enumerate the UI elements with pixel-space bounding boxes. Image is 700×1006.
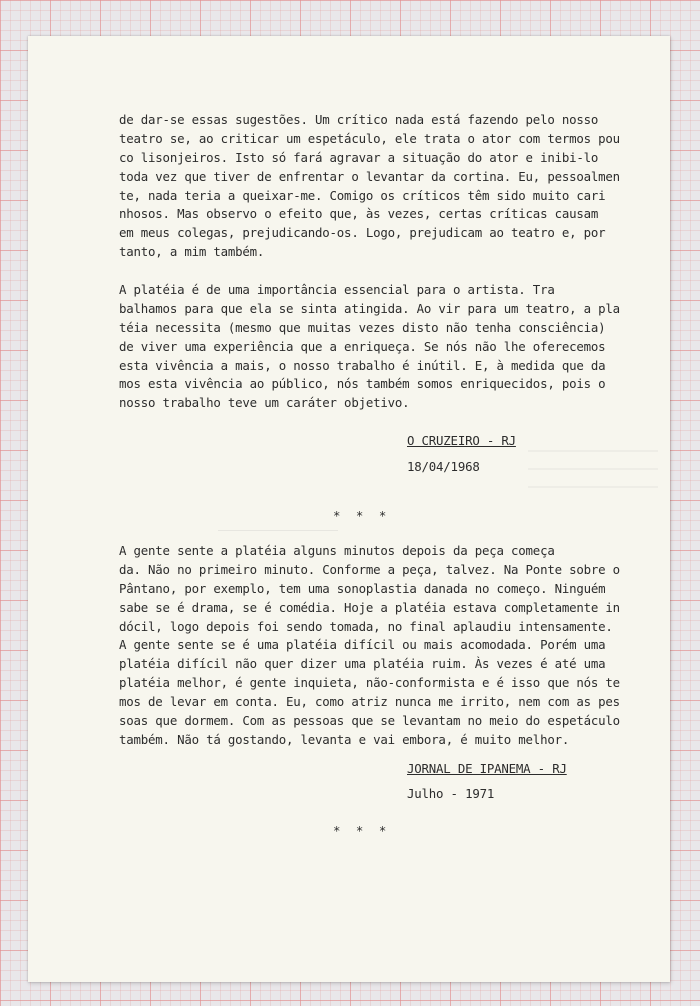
text-line: mos esta vivência ao público, nós também somos enriquecidos, pois o	[119, 376, 606, 392]
text-line: de viver uma experiência que a enriqueça. Se nós não lhe oferecemos	[119, 338, 606, 354]
text-line: também. Não tá gostando, levanta e vai embora, é muito melhor.	[119, 731, 570, 747]
text-line: de dar-se essas sugestões. Um crítico nada está fazendo pelo nosso	[119, 112, 599, 127]
source-date-1971: Julho - 1971	[407, 786, 495, 801]
paragraph-feeling-audience	[119, 542, 620, 750]
text-line: dócil, logo depois foi sendo tomada, no final aplaudiu intensamente.	[119, 618, 613, 634]
paragraph-audience	[119, 281, 620, 413]
text-line: nhosos. Mas observo o efeito que, às vezes, certas críticas causam	[119, 206, 599, 222]
text-line: téia necessita (mesmo que muitas vezes disto não tenha consciência)	[119, 319, 606, 335]
text-line: balhamos para que ela se sinta atingida. Ao vir para um teatro, a pla	[119, 300, 620, 316]
text-line: A gente sente a platéia alguns minutos depois da peça começa	[119, 543, 555, 558]
text-line: toda vez que tiver de enfrentar o levantar da cortina. Eu, pessoalmen	[119, 168, 620, 184]
text-line: platéia melhor, é gente inquieta, não-conformista e é isso que nós te	[119, 675, 620, 691]
section-separator: * * *	[333, 823, 391, 838]
bleed-through-mark	[218, 508, 338, 531]
text-line: A gente sente se é uma platéia difícil ou mais acomodada. Porém uma	[119, 637, 606, 653]
text-line: esta vivência a mais, o nosso trabalho é inútil. E, à medida que da	[119, 357, 606, 373]
section-separator: * * *	[333, 508, 391, 523]
text-line: em meus colegas, prejudicando-os. Logo, prejudicam ao teatro e, por	[119, 225, 606, 241]
source-o-cruzeiro: O CRUZEIRO - RJ	[407, 433, 516, 448]
paragraph-critics	[119, 111, 620, 262]
text-line: mos de levar em conta. Eu, como atriz nunca me irrito, nem com as pes	[119, 694, 620, 710]
text-line: sabe se é drama, se é comédia. Hoje a platéia estava completamente in	[119, 599, 620, 615]
text-line: Pântano, por exemplo, tem uma sonoplastia danada no começo. Ninguém	[119, 580, 606, 596]
text-line: A platéia é de uma importância essencial para o artista. Tra	[119, 282, 555, 297]
text-line: soas que dormem. Com as pessoas que se levantam no meio do espetáculo	[119, 713, 620, 729]
text-line: te, nada teria a queixar-me. Comigo os críticos têm sido muito cari	[119, 187, 606, 203]
text-line: platéia difícil não quer dizer uma platéia ruim. Às vezes é até uma	[119, 656, 606, 672]
source-date-1968: 18/04/1968	[407, 459, 480, 474]
text-line: co lisonjeiros. Isto só fará agravar a situação do ator e inibi-lo	[119, 149, 599, 165]
text-line: tanto, a mim também.	[119, 244, 265, 260]
text-line: da. Não no primeiro minuto. Conforme a peça, talvez. Na Ponte sobre o	[119, 561, 620, 577]
bleed-through-text	[528, 434, 658, 494]
text-line: teatro se, ao criticar um espetáculo, ele trata o ator com termos pou	[119, 130, 620, 146]
text-line: nosso trabalho teve um caráter objetivo.	[119, 395, 410, 411]
source-jornal-de-ipanema: JORNAL DE IPANEMA - RJ	[407, 761, 567, 776]
